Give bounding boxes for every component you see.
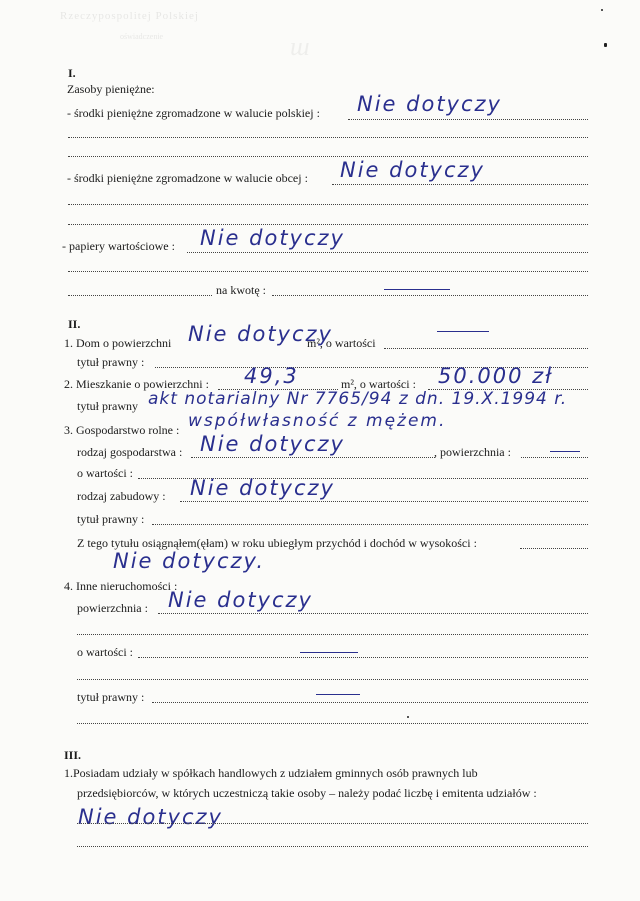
farm-income-answer: Nie dotyczy. <box>113 549 266 573</box>
handwritten-dash <box>437 331 489 332</box>
handwritten-dash <box>550 451 580 452</box>
fill-line <box>77 823 588 824</box>
flat-value: 50.000 zł <box>438 364 554 388</box>
scan-speck <box>407 716 409 718</box>
section-three-heading: III. <box>64 748 82 762</box>
fill-line <box>521 457 588 458</box>
handwritten-dash <box>316 694 360 695</box>
fill-line <box>152 524 588 525</box>
fill-line <box>68 156 588 157</box>
fill-line <box>77 846 588 847</box>
shares-answer: Nie dotyczy <box>78 805 223 829</box>
farm-area-label: , powierzchnia : <box>434 445 511 459</box>
flat-label: 2. Mieszkanie o powierzchni : <box>64 377 209 391</box>
fill-line <box>68 271 588 272</box>
section-two-heading: II. <box>68 317 81 331</box>
fill-line <box>68 295 212 296</box>
house-label: 1. Dom o powierzchni <box>64 336 172 350</box>
fill-line <box>180 501 588 502</box>
amount-label: na kwotę : <box>216 283 266 297</box>
pln-funds-answer: Nie dotyczy <box>357 92 502 116</box>
fill-line <box>187 252 588 253</box>
pln-funds-label: - środki pieniężne zgromadzone w walucie polskiej : <box>67 106 320 120</box>
foreign-funds-answer: Nie dotyczy <box>340 158 485 182</box>
flat-area: 49,3 <box>244 364 299 388</box>
shares-line-2: przedsiębiorców, w których uczestniczą takie osoby – należy podać liczbę i emitenta udziałów : <box>77 786 537 800</box>
fill-line <box>68 204 588 205</box>
handwritten-dash <box>300 652 358 653</box>
farm-income-label: Z tego tytułu osiągnąłem(ęłam) w roku ubiegłym przychód i dochód w wysokości : <box>77 536 477 550</box>
flat-title-note: współwłasność z mężem. <box>188 411 447 431</box>
securities-label: - papiery wartościowe : <box>62 239 175 253</box>
other-property-label: 4. Inne nieruchomości : <box>64 579 178 593</box>
house-answer: Nie dotyczy <box>188 322 333 346</box>
other-title-label: tytuł prawny : <box>77 690 145 704</box>
house-unit: m², o wartości <box>307 336 376 350</box>
other-value-label: o wartości : <box>77 645 133 659</box>
fill-line <box>68 137 588 138</box>
flat-title-label: tytuł prawny <box>77 399 138 413</box>
flat-title-answer: akt notarialny Nr 7765/94 z dn. 19.X.1994 r. <box>148 389 568 409</box>
farm-type-label: rodzaj gospodarstwa : <box>77 445 183 459</box>
farm-value-label: o wartości : <box>77 466 133 480</box>
fill-line <box>158 613 588 614</box>
fill-line <box>520 548 588 549</box>
section-one-intro: Zasoby pieniężne: <box>67 82 155 96</box>
section-one-heading: I. <box>68 66 76 80</box>
flat-unit: m², o wartości : <box>341 377 416 391</box>
farm-label: 3. Gospodarstwo rolne : <box>64 423 180 437</box>
fill-line <box>272 295 588 296</box>
foreign-funds-label: - środki pieniężne zgromadzone w walucie obcej : <box>67 171 308 185</box>
farm-building-label: rodzaj zabudowy : <box>77 489 166 503</box>
faded-header-subtext: oświadczenie <box>120 32 164 41</box>
fill-line <box>77 634 588 635</box>
scan-speck <box>604 43 607 47</box>
farm-building-answer: Nie dotyczy <box>190 476 335 500</box>
farm-type-answer: Nie dotyczy <box>200 432 345 456</box>
fill-line <box>332 184 588 185</box>
fill-line <box>68 224 588 225</box>
other-area-label: powierzchnia : <box>77 601 148 615</box>
fill-line <box>384 348 588 349</box>
fill-line <box>77 679 588 680</box>
fill-line <box>77 723 588 724</box>
fill-line <box>191 457 435 458</box>
handwritten-dash <box>384 289 450 290</box>
fill-line <box>348 119 588 120</box>
other-area-answer: Nie dotyczy <box>168 588 313 612</box>
faded-header-text: Rzeczypospolitej Polskiej <box>60 10 199 22</box>
house-title-label: tytuł prawny : <box>77 355 145 369</box>
fill-line <box>138 657 588 658</box>
securities-answer: Nie dotyczy <box>200 226 345 250</box>
fill-line <box>152 702 588 703</box>
shares-line-1: 1.Posiadam udziały w spółkach handlowych z udziałem gminnych osób prawnych lub <box>64 766 478 780</box>
farm-title-label: tytuł prawny : <box>77 512 145 526</box>
bleed-through-mark: ш <box>290 32 310 61</box>
faded-header-stamp <box>40 8 280 52</box>
scan-speck <box>601 9 603 11</box>
